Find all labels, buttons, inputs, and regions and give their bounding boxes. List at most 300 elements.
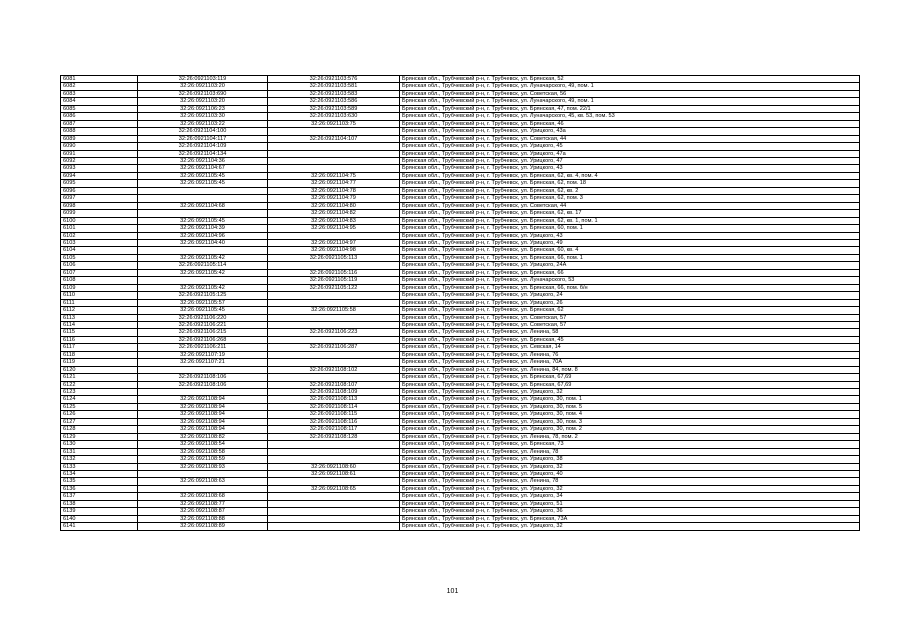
row-number-cell: 6103 <box>61 239 138 246</box>
row-number-cell: 6102 <box>61 232 138 239</box>
address-cell: Брянская обл., Трубчевский р-н, г. Трубчевск, ул. Брянская, 52 <box>400 76 860 83</box>
object-number-cell <box>268 515 400 522</box>
address-cell: Брянская обл., Трубчевский р-н, г. Трубчевск, ул. Урицкого, 47а <box>400 150 860 157</box>
object-number-cell: 32:26:0921104:80 <box>268 202 400 209</box>
row-number-cell: 6125 <box>61 403 138 410</box>
parcel-number-cell: 32:26:0921104:39 <box>138 225 268 232</box>
parcel-number-cell: 32:26:0921103:690 <box>138 90 268 97</box>
table-row <box>61 180 860 187</box>
table-row <box>61 329 860 336</box>
address-cell: Брянская обл., Трубчевский р-н, г. Трубчевск, ул. Урицкого, 26 <box>400 299 860 306</box>
address-cell: Брянская обл., Трубчевский р-н, г. Трубчевск, ул. Брянская, 62, кв. 17 <box>400 210 860 217</box>
row-number-cell: 6109 <box>61 284 138 291</box>
object-number-cell: 32:26:0921103:581 <box>268 83 400 90</box>
row-number-cell: 6104 <box>61 247 138 254</box>
table-row <box>61 157 860 164</box>
parcel-number-cell <box>138 485 268 492</box>
row-number-cell: 6086 <box>61 113 138 120</box>
object-number-cell: 32:26:0921108:128 <box>268 433 400 440</box>
parcel-number-cell: 32:26:0921108:94 <box>138 418 268 425</box>
object-number-cell: 32:26:0921105:116 <box>268 269 400 276</box>
row-number-cell: 6137 <box>61 493 138 500</box>
row-number-cell: 6097 <box>61 195 138 202</box>
row-number-cell: 6128 <box>61 426 138 433</box>
object-number-cell: 32:26:0921108:109 <box>268 389 400 396</box>
row-number-cell: 6105 <box>61 254 138 261</box>
table-row <box>61 269 860 276</box>
row-number-cell: 6099 <box>61 210 138 217</box>
address-cell: Брянская обл., Трубчевский р-н, г. Трубчевск, ул. Урицкого, 32 <box>400 463 860 470</box>
object-number-cell <box>268 523 400 530</box>
object-number-cell <box>268 478 400 485</box>
object-number-cell: 32:26:0921108:65 <box>268 485 400 492</box>
row-number-cell: 6123 <box>61 389 138 396</box>
row-number-cell: 6114 <box>61 321 138 328</box>
object-number-cell <box>268 359 400 366</box>
cadastral-register-table <box>60 75 860 531</box>
object-number-cell <box>268 299 400 306</box>
table-row <box>61 351 860 358</box>
table-row <box>61 262 860 269</box>
parcel-number-cell: 32:26:0921104:40 <box>138 239 268 246</box>
row-number-cell: 6131 <box>61 448 138 455</box>
address-cell: Брянская обл., Трубчевский р-н, г. Трубчевск, ул. Брянская, 46 <box>400 120 860 127</box>
table-row <box>61 493 860 500</box>
table-row <box>61 448 860 455</box>
object-number-cell: 32:26:0921106:223 <box>268 329 400 336</box>
table-row <box>61 508 860 515</box>
parcel-number-cell: 32:26:0921106:211 <box>138 344 268 351</box>
address-cell: Брянская обл., Трубчевский р-н, г. Трубчевск, ул. Советская, 44 <box>400 202 860 209</box>
address-cell: Брянская обл., Трубчевский р-н, г. Трубчевск, ул. Советская, 57 <box>400 321 860 328</box>
table-row <box>61 113 860 120</box>
object-number-cell: 32:26:0921108:116 <box>268 418 400 425</box>
table-row <box>61 90 860 97</box>
table-row <box>61 336 860 343</box>
parcel-number-cell: 32:26:0921104:68 <box>138 202 268 209</box>
row-number-cell: 6141 <box>61 523 138 530</box>
table-row <box>61 321 860 328</box>
row-number-cell: 6116 <box>61 336 138 343</box>
row-number-cell: 6126 <box>61 411 138 418</box>
address-cell: Брянская обл., Трубчевский р-н, г. Трубчевск, ул. Ленина, 84, пом. 8 <box>400 366 860 373</box>
table-row <box>61 202 860 209</box>
parcel-number-cell: 32:26:0921108:54 <box>138 441 268 448</box>
object-number-cell <box>268 128 400 135</box>
table-row <box>61 433 860 440</box>
object-number-cell <box>268 374 400 381</box>
address-cell: Брянская обл., Трубчевский р-н, г. Трубчевск, ул. Ленина, 78 <box>400 448 860 455</box>
row-number-cell: 6087 <box>61 120 138 127</box>
address-cell: Брянская обл., Трубчевский р-н, г. Трубчевск, ул. Брянская, 60, кв. 4 <box>400 247 860 254</box>
table-row <box>61 187 860 194</box>
table-row <box>61 515 860 522</box>
parcel-number-cell: 32:26:0921106:215 <box>138 329 268 336</box>
object-number-cell: 32:26:0921108:115 <box>268 411 400 418</box>
parcel-number-cell: 32:26:0921103:30 <box>138 113 268 120</box>
row-number-cell: 6133 <box>61 463 138 470</box>
object-number-cell: 32:26:0921108:114 <box>268 403 400 410</box>
address-cell: Брянская обл., Трубчевский р-н, г. Трубчевск, ул. Брянская, 62, пом. 3 <box>400 195 860 202</box>
address-cell: Брянская обл., Трубчевский р-н, г. Трубчевск, ул. Луначарского, 45, кв. 53, пом. 53 <box>400 113 860 120</box>
address-cell: Брянская обл., Трубчевский р-н, г. Трубчевск, ул. Урицкого, 24А <box>400 262 860 269</box>
address-cell: Брянская обл., Трубчевский р-н, г. Трубчевск, ул. Ленина, 76 <box>400 351 860 358</box>
row-number-cell: 6111 <box>61 299 138 306</box>
object-number-cell <box>268 314 400 321</box>
object-number-cell: 32:26:0921104:107 <box>268 135 400 142</box>
parcel-number-cell: 32:26:0921105:45 <box>138 180 268 187</box>
object-number-cell: 32:26:0921105:122 <box>268 284 400 291</box>
address-cell: Брянская обл., Трубчевский р-н, г. Трубчевск, ул. Урицкого, 51 <box>400 500 860 507</box>
address-cell: Брянская обл., Трубчевский р-н, г. Трубчевск, ул. Советская, 57 <box>400 314 860 321</box>
object-number-cell: 32:26:0921104:79 <box>268 195 400 202</box>
row-number-cell: 6089 <box>61 135 138 142</box>
row-number-cell: 6117 <box>61 344 138 351</box>
parcel-number-cell: 32:26:0921106:23 <box>138 105 268 112</box>
object-number-cell: 32:26:0921104:75 <box>268 172 400 179</box>
address-cell: Брянская обл., Трубчевский р-н, г. Трубчевск, ул. Ленина, 58 <box>400 329 860 336</box>
row-number-cell: 6119 <box>61 359 138 366</box>
object-number-cell: 32:26:0921108:60 <box>268 463 400 470</box>
object-number-cell: 32:26:0921108:107 <box>268 381 400 388</box>
row-number-cell: 6130 <box>61 441 138 448</box>
table-row <box>61 128 860 135</box>
row-number-cell: 6095 <box>61 180 138 187</box>
object-number-cell <box>268 321 400 328</box>
parcel-number-cell: 32:26:0921108:63 <box>138 478 268 485</box>
table-row <box>61 76 860 83</box>
parcel-number-cell: 32:26:0921108:87 <box>138 508 268 515</box>
parcel-number-cell: 32:26:0921108:77 <box>138 500 268 507</box>
address-cell: Брянская обл., Трубчевский р-н, г. Трубчевск, ул. Брянская, 73А <box>400 515 860 522</box>
object-number-cell: 32:26:0921104:95 <box>268 225 400 232</box>
address-cell: Брянская обл., Трубчевский р-н, г. Трубчевск, ул. Урицкого, 30, пом. 4 <box>400 411 860 418</box>
row-number-cell: 6093 <box>61 165 138 172</box>
parcel-number-cell <box>138 471 268 478</box>
table-row <box>61 120 860 127</box>
row-number-cell: 6139 <box>61 508 138 515</box>
parcel-number-cell <box>138 277 268 284</box>
parcel-number-cell: 32:26:0921107:19 <box>138 351 268 358</box>
row-number-cell: 6101 <box>61 225 138 232</box>
object-number-cell: 32:26:0921104:98 <box>268 247 400 254</box>
parcel-number-cell: 32:26:0921105:57 <box>138 299 268 306</box>
object-number-cell <box>268 292 400 299</box>
parcel-number-cell: 32:26:0921104:134 <box>138 150 268 157</box>
row-number-cell: 6081 <box>61 76 138 83</box>
address-cell: Брянская обл., Трубчевский р-н, г. Трубчевск, ул. Урицкого, 38 <box>400 456 860 463</box>
parcel-number-cell: 32:26:0921106:220 <box>138 314 268 321</box>
table-row <box>61 217 860 224</box>
object-number-cell: 32:26:0921104:82 <box>268 210 400 217</box>
parcel-number-cell: 32:26:0921108:89 <box>138 523 268 530</box>
table-row <box>61 239 860 246</box>
address-cell: Брянская обл., Трубчевский р-н, г. Трубчевск, ул. Урицкого, 43а <box>400 128 860 135</box>
parcel-number-cell <box>138 195 268 202</box>
parcel-number-cell <box>138 389 268 396</box>
address-cell: Брянская обл., Трубчевский р-н, г. Трубчевск, ул. Урицкого, 45 <box>400 143 860 150</box>
table-row <box>61 441 860 448</box>
parcel-number-cell <box>138 247 268 254</box>
table-row <box>61 83 860 90</box>
object-number-cell: 32:26:0921104:97 <box>268 239 400 246</box>
object-number-cell: 32:26:0921103:75 <box>268 120 400 127</box>
table-row <box>61 389 860 396</box>
parcel-number-cell: 32:26:0921104:36 <box>138 157 268 164</box>
table-row <box>61 165 860 172</box>
page-number: 101 <box>446 588 459 595</box>
parcel-number-cell: 32:26:0921105:114 <box>138 262 268 269</box>
object-number-cell: 32:26:0921103:576 <box>268 76 400 83</box>
parcel-number-cell: 32:26:0921103:20 <box>138 98 268 105</box>
parcel-number-cell: 32:26:0921105:42 <box>138 254 268 261</box>
object-number-cell: 32:26:0921103:630 <box>268 113 400 120</box>
row-number-cell: 6113 <box>61 314 138 321</box>
address-cell: Брянская обл., Трубчевский р-н, г. Трубчевск, ул. Брянская, 66, пом. 1 <box>400 254 860 261</box>
address-cell: Брянская обл., Трубчевский р-н, г. Трубчевск, ул. Брянская, 62, кв. 2 <box>400 187 860 194</box>
parcel-number-cell: 32:26:0921107:21 <box>138 359 268 366</box>
address-cell: Брянская обл., Трубчевский р-н, г. Трубчевск, ул. Урицкого, 30, пом. 5 <box>400 403 860 410</box>
row-number-cell: 6112 <box>61 307 138 314</box>
address-cell: Брянская обл., Трубчевский р-н, г. Трубчевск, ул. Луначарского, 49, пом. 1 <box>400 98 860 105</box>
table-row <box>61 210 860 217</box>
object-number-cell: 32:26:0921103:586 <box>268 98 400 105</box>
parcel-number-cell: 32:26:0921105:45 <box>138 307 268 314</box>
address-cell: Брянская обл., Трубчевский р-н, г. Трубчевск, ул. Брянская, 45 <box>400 336 860 343</box>
address-cell: Брянская обл., Трубчевский р-н, г. Трубчевск, ул. Урицкого, 32 <box>400 485 860 492</box>
address-cell: Брянская обл., Трубчевский р-н, г. Трубчевск, ул. Урицкого, 30, пом. 1 <box>400 396 860 403</box>
table-row <box>61 314 860 321</box>
table-row <box>61 135 860 142</box>
row-number-cell: 6107 <box>61 269 138 276</box>
address-cell: Брянская обл., Трубчевский р-н, г. Трубчевск, ул. Луначарского, 49, пом. 1 <box>400 83 860 90</box>
object-number-cell: 32:26:0921104:78 <box>268 187 400 194</box>
table-row <box>61 500 860 507</box>
table-row <box>61 344 860 351</box>
row-number-cell: 6083 <box>61 90 138 97</box>
row-number-cell: 6092 <box>61 157 138 164</box>
row-number-cell: 6100 <box>61 217 138 224</box>
address-cell: Брянская обл., Трубчевский р-н, г. Трубчевск, ул. Брянская, 73 <box>400 441 860 448</box>
parcel-number-cell: 32:26:0921105:125 <box>138 292 268 299</box>
table-row <box>61 195 860 202</box>
address-cell: Брянская обл., Трубчевский р-н, г. Трубчевск, ул. Луначарского, 53 <box>400 277 860 284</box>
table-row <box>61 359 860 366</box>
row-number-cell: 6120 <box>61 366 138 373</box>
parcel-number-cell: 32:26:0921105:42 <box>138 284 268 291</box>
table-row <box>61 232 860 239</box>
address-cell: Брянская обл., Трубчевский р-н, г. Трубчевск, ул. Брянская, 66 <box>400 269 860 276</box>
row-number-cell: 6084 <box>61 98 138 105</box>
address-cell: Брянская обл., Трубчевский р-н, г. Трубчевск, ул. Урицкого, 34 <box>400 493 860 500</box>
address-cell: Брянская обл., Трубчевский р-н, г. Трубчевск, ул. Брянская, 47, пом. 22/1 <box>400 105 860 112</box>
parcel-number-cell: 32:26:0921108:82 <box>138 433 268 440</box>
row-number-cell: 6135 <box>61 478 138 485</box>
table-row <box>61 478 860 485</box>
object-number-cell <box>268 143 400 150</box>
row-number-cell: 6140 <box>61 515 138 522</box>
table-row <box>61 247 860 254</box>
parcel-number-cell: 32:26:0921108:68 <box>138 493 268 500</box>
row-number-cell: 6134 <box>61 471 138 478</box>
address-cell: Брянская обл., Трубчевский р-н, г. Трубчевск, ул. Брянская, 62 <box>400 307 860 314</box>
parcel-number-cell: 32:26:0921105:45 <box>138 172 268 179</box>
parcel-number-cell: 32:26:0921108:94 <box>138 403 268 410</box>
table-row <box>61 403 860 410</box>
address-cell: Брянская обл., Трубчевский р-н, г. Трубчевск, ул. Урицкого, 30, пом. 3 <box>400 418 860 425</box>
parcel-number-cell <box>138 366 268 373</box>
address-cell: Брянская обл., Трубчевский р-н, г. Трубчевск, ул. Урицкого, 32 <box>400 389 860 396</box>
address-cell: Брянская обл., Трубчевский р-н, г. Трубчевск, ул. Урицкого, 40 <box>400 471 860 478</box>
table-row <box>61 523 860 530</box>
row-number-cell: 6121 <box>61 374 138 381</box>
object-number-cell <box>268 336 400 343</box>
address-cell: Брянская обл., Трубчевский р-н, г. Трубчевск, ул. Брянская, 66, пом. б/н <box>400 284 860 291</box>
address-cell: Брянская обл., Трубчевский р-н, г. Трубчевск, ул. Урицкого, 24 <box>400 292 860 299</box>
row-number-cell: 6118 <box>61 351 138 358</box>
address-cell: Брянская обл., Трубчевский р-н, г. Трубчевск, ул. Брянская, 62, кв. 4, пом. 4 <box>400 172 860 179</box>
table-row <box>61 292 860 299</box>
table-row <box>61 98 860 105</box>
table-row <box>61 426 860 433</box>
parcel-number-cell: 32:26:0921108:59 <box>138 456 268 463</box>
table-row <box>61 366 860 373</box>
parcel-number-cell: 32:26:0921105:42 <box>138 269 268 276</box>
parcel-number-cell: 32:26:0921103:22 <box>138 120 268 127</box>
object-number-cell <box>268 165 400 172</box>
table-row <box>61 411 860 418</box>
object-number-cell <box>268 351 400 358</box>
address-cell: Брянская обл., Трубчевский р-н, г. Трубчевск, ул. Ленина, 70А <box>400 359 860 366</box>
parcel-number-cell: 32:26:0921108:88 <box>138 515 268 522</box>
address-cell: Брянская обл., Трубчевский р-н, г. Трубчевск, ул. Ленина, 78 <box>400 478 860 485</box>
address-cell: Брянская обл., Трубчевский р-н, г. Трубчевск, ул. Севская, 14 <box>400 344 860 351</box>
table-row <box>61 396 860 403</box>
object-number-cell: 32:26:0921105:119 <box>268 277 400 284</box>
parcel-number-cell: 32:26:0921108:93 <box>138 463 268 470</box>
parcel-number-cell: 32:26:0921108:94 <box>138 411 268 418</box>
parcel-number-cell: 32:26:0921103:20 <box>138 83 268 90</box>
table-row <box>61 143 860 150</box>
address-cell: Брянская обл., Трубчевский р-н, г. Трубчевск, ул. Брянская, 62, пом. 18 <box>400 180 860 187</box>
parcel-number-cell: 32:26:0921106:268 <box>138 336 268 343</box>
object-number-cell <box>268 500 400 507</box>
row-number-cell: 6122 <box>61 381 138 388</box>
parcel-number-cell: 32:26:0921104:67 <box>138 165 268 172</box>
table-row <box>61 299 860 306</box>
parcel-number-cell: 32:26:0921108:58 <box>138 448 268 455</box>
address-cell: Брянская обл., Трубчевский р-н, г. Трубчевск, ул. Урицкого, 43 <box>400 165 860 172</box>
address-cell: Брянская обл., Трубчевский р-н, г. Трубчевск, ул. Урицкого, 36 <box>400 508 860 515</box>
row-number-cell: 6098 <box>61 202 138 209</box>
parcel-number-cell: 32:26:0921108:94 <box>138 396 268 403</box>
parcel-number-cell <box>138 187 268 194</box>
row-number-cell: 6082 <box>61 83 138 90</box>
object-number-cell <box>268 508 400 515</box>
address-cell: Брянская обл., Трубчевский р-н, г. Трубчевск, ул. Брянская, 67,69 <box>400 381 860 388</box>
table-row <box>61 150 860 157</box>
address-cell: Брянская обл., Трубчевский р-н, г. Трубчевск, ул. Советская, 56 <box>400 90 860 97</box>
address-cell: Брянская обл., Трубчевский р-н, г. Трубчевск, ул. Урицкого, 49 <box>400 239 860 246</box>
object-number-cell: 32:26:0921103:583 <box>268 90 400 97</box>
table-row <box>61 374 860 381</box>
table-row <box>61 105 860 112</box>
parcel-number-cell: 32:26:0921104:96 <box>138 232 268 239</box>
object-number-cell <box>268 150 400 157</box>
address-cell: Брянская обл., Трубчевский р-н, г. Трубчевск, ул. Ленина, 78, пом. 2 <box>400 433 860 440</box>
parcel-number-cell: 32:26:0921108:106 <box>138 381 268 388</box>
object-number-cell: 32:26:0921105:113 <box>268 254 400 261</box>
table-row <box>61 381 860 388</box>
object-number-cell <box>268 262 400 269</box>
object-number-cell <box>268 493 400 500</box>
object-number-cell: 32:26:0921105:58 <box>268 307 400 314</box>
row-number-cell: 6129 <box>61 433 138 440</box>
table-row <box>61 463 860 470</box>
table-row <box>61 307 860 314</box>
object-number-cell: 32:26:0921108:102 <box>268 366 400 373</box>
object-number-cell: 32:26:0921103:589 <box>268 105 400 112</box>
parcel-number-cell: 32:26:0921104:117 <box>138 135 268 142</box>
address-cell: Брянская обл., Трубчевский р-н, г. Трубчевск, ул. Урицкого, 32 <box>400 523 860 530</box>
parcel-number-cell: 32:26:0921103:119 <box>138 76 268 83</box>
parcel-number-cell: 32:26:0921108:106 <box>138 374 268 381</box>
object-number-cell <box>268 157 400 164</box>
row-number-cell: 6108 <box>61 277 138 284</box>
address-cell: Брянская обл., Трубчевский р-н, г. Трубчевск, ул. Брянская, 60, пом. 1 <box>400 225 860 232</box>
address-cell: Брянская обл., Трубчевский р-н, г. Трубчевск, ул. Брянская, 67,69 <box>400 374 860 381</box>
row-number-cell: 6090 <box>61 143 138 150</box>
object-number-cell: 32:26:0921106:287 <box>268 344 400 351</box>
object-number-cell: 32:26:0921108:117 <box>268 426 400 433</box>
table-row <box>61 284 860 291</box>
table-row <box>61 277 860 284</box>
row-number-cell: 6124 <box>61 396 138 403</box>
row-number-cell: 6115 <box>61 329 138 336</box>
parcel-number-cell: 32:26:0921106:221 <box>138 321 268 328</box>
parcel-number-cell: 32:26:0921105:45 <box>138 217 268 224</box>
parcel-number-cell: 32:26:0921104:109 <box>138 143 268 150</box>
object-number-cell <box>268 456 400 463</box>
table-row <box>61 172 860 179</box>
object-number-cell <box>268 448 400 455</box>
row-number-cell: 6096 <box>61 187 138 194</box>
object-number-cell: 32:26:0921108:113 <box>268 396 400 403</box>
row-number-cell: 6136 <box>61 485 138 492</box>
table-row <box>61 254 860 261</box>
object-number-cell: 32:26:0921108:61 <box>268 471 400 478</box>
address-cell: Брянская обл., Трубчевский р-н, г. Трубчевск, ул. Советская, 44 <box>400 135 860 142</box>
row-number-cell: 6094 <box>61 172 138 179</box>
row-number-cell: 6110 <box>61 292 138 299</box>
table-row <box>61 225 860 232</box>
table-body <box>61 76 860 531</box>
table-row <box>61 471 860 478</box>
row-number-cell: 6106 <box>61 262 138 269</box>
row-number-cell: 6127 <box>61 418 138 425</box>
row-number-cell: 6088 <box>61 128 138 135</box>
row-number-cell: 6132 <box>61 456 138 463</box>
object-number-cell <box>268 441 400 448</box>
table-row <box>61 418 860 425</box>
parcel-number-cell: 32:26:0921108:94 <box>138 426 268 433</box>
row-number-cell: 6085 <box>61 105 138 112</box>
object-number-cell <box>268 232 400 239</box>
object-number-cell: 32:26:0921104:83 <box>268 217 400 224</box>
parcel-number-cell <box>138 210 268 217</box>
address-cell: Брянская обл., Трубчевский р-н, г. Трубчевск, ул. Урицкого, 30, пом. 2 <box>400 426 860 433</box>
address-cell: Брянская обл., Трубчевский р-н, г. Трубчевск, ул. Урицкого, 47 <box>400 157 860 164</box>
